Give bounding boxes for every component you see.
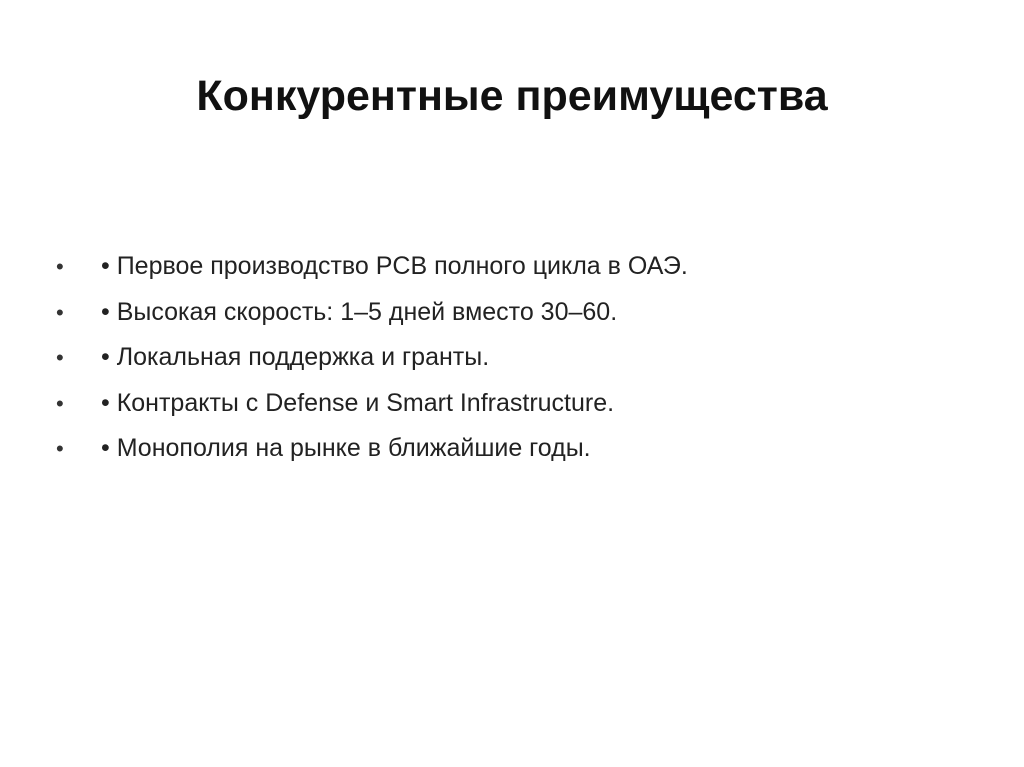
bullet-icon: • xyxy=(56,345,64,370)
bullet-icon: • xyxy=(56,390,64,416)
bullet-list xyxy=(56,244,976,472)
bullet-text: • Высокая скорость: 1–5 дней вместо 30–60. xyxy=(101,297,618,326)
bullet-text: • Первое производство PCB полного цикла в ОАЭ. xyxy=(101,252,688,280)
bullet-item xyxy=(56,335,976,381)
bullet-item xyxy=(56,381,976,427)
bullet-icon: • xyxy=(56,254,64,279)
bullet-icon: • xyxy=(56,436,64,461)
slide-title: Конкурентные преимущества xyxy=(196,72,828,120)
bullet-text: • Контракты с Defense и Smart Infrastructure. xyxy=(101,388,615,417)
bullet-text: • Локальная поддержка и гранты. xyxy=(101,343,490,371)
bullet-item xyxy=(56,426,976,472)
bullet-text: • Монополия на рынке в ближайшие годы. xyxy=(101,434,591,462)
bullet-item xyxy=(56,244,976,290)
bullet-icon: • xyxy=(56,299,64,325)
bullet-item xyxy=(56,290,976,336)
